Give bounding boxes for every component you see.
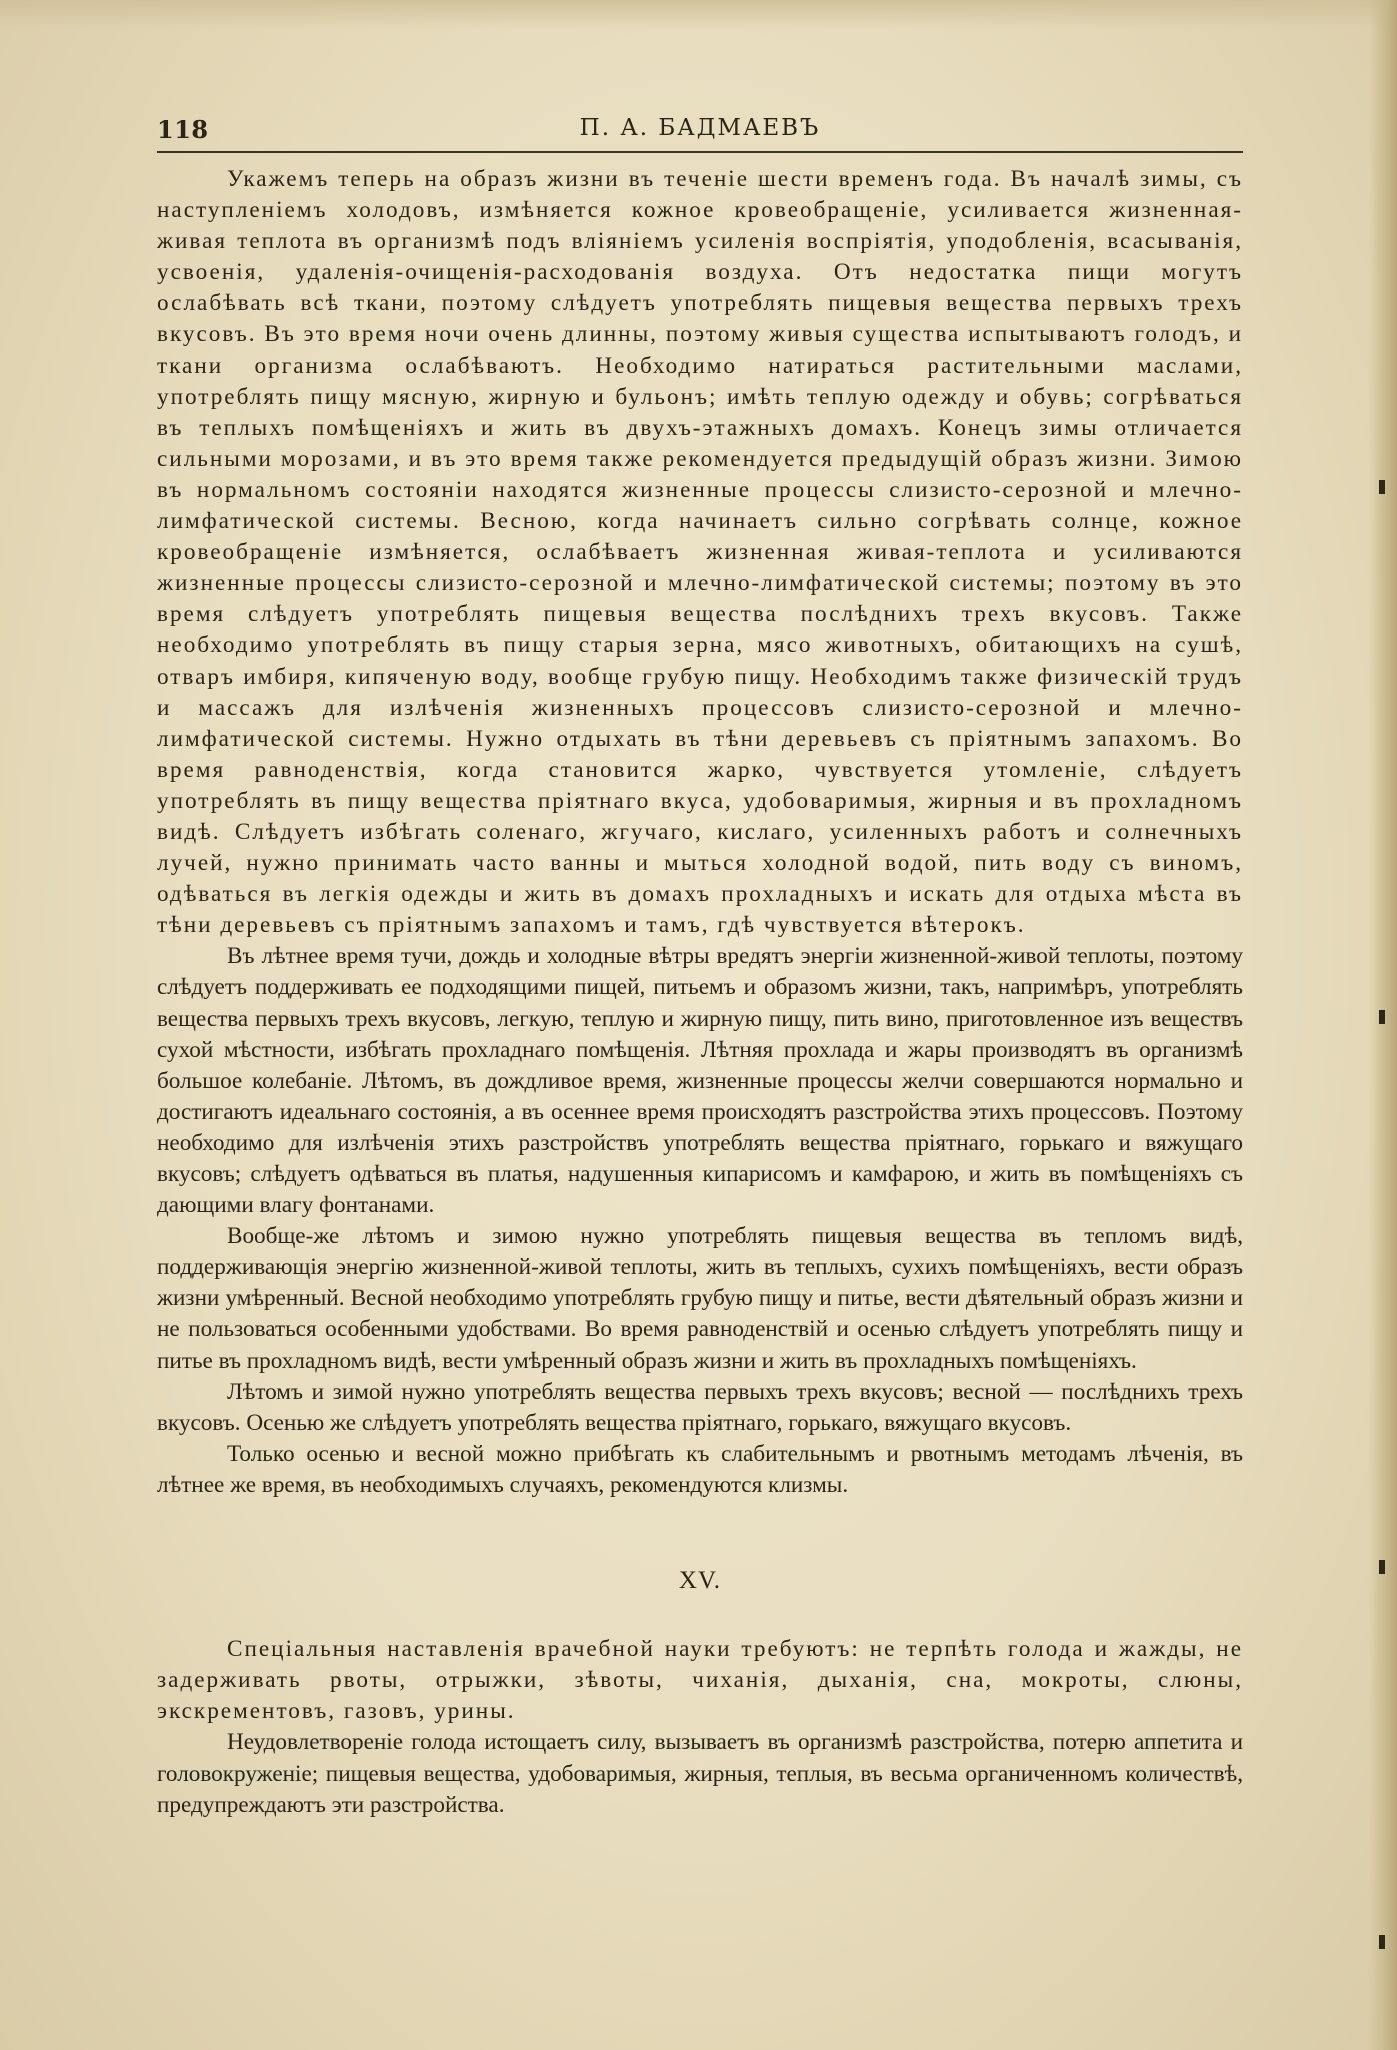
page-top-shadow: [0, 0, 1397, 30]
running-header: [157, 113, 1243, 149]
page-right-edge: [1369, 0, 1397, 2050]
paragraph: Спеціальныя наставленія врачебной науки требуютъ: не терпѣть голода и жажды, не задерживать рвоты, отрыжки, зѣвоты, чиханія, дыханія, сна, мокроты, слюны, экскрементовъ, газовъ, урины.: [157, 1636, 1243, 1725]
header-rule: [157, 151, 1243, 153]
page-number: 118: [157, 115, 209, 144]
paragraph: Неудовлетвореніе голода истощаетъ силу, вызываетъ въ организмѣ разстройства, потерю аппетита и головокруженіе; пищевыя вещества, удобоваримыя, жирныя, теплыя, въ весьма органиченномъ количествѣ, предупреждаютъ эти разстройства.: [157, 1729, 1243, 1818]
section-heading: XV.: [678, 1567, 722, 1595]
margin-mark: [1379, 1010, 1385, 1024]
paragraph: Укажемъ теперь на образъ жизни въ теченіе шести временъ года. Въ началѣ зимы, съ наступленіемъ холодовъ, измѣняется кожное кровеобращеніе, усиливается жизненная-живая теплота въ организмѣ подъ вліяніемъ усиленія воспріятія, уподобленія, всасыванія, усвоенія, удаленія-очищенія-расходованія воздуха. Отъ недостатка пищи могутъ ослабѣвать всѣ ткани, поэтому слѣдуетъ употреблять пищевыя вещества первыхъ трехъ вкусовъ. Въ это время ночи очень длинны, поэтому живыя существа испытываютъ голодъ, и ткани организма ослабѣваютъ. Необходимо натираться растительными маслами, употреблять пищу мясную, жирную и бульонъ; имѣть теплую одежду и обувь; согрѣваться въ теплыхъ помѣщеніяхъ и жить въ двухъ-этажныхъ домахъ. Конецъ зимы отличается сильными морозами, и въ это время также рекомендуется предыдущій образъ жизни. Зимою въ нормальномъ состояніи находятся жизненные процессы слизисто-серозной и млечно-лимфатической системы. Весною, когда начинаетъ сильно согрѣвать солнце, кожное кровеобращеніе измѣняется, ослабѣваетъ жизненная живая-теплота и усиливаются жизненные процессы слизисто-серозной и млечно-лимфатической системы; поэтому въ это время слѣдуетъ употреблять пищевыя вещества послѣднихъ трехъ вкусовъ. Также необходимо употреблять въ пищу старыя зерна, мясо животныхъ, обитающихъ на сушѣ, отваръ имбиря, кипяченую воду, вообще грубую пищу. Необходимъ также физическій трудъ и массажъ для излѣченія жизненныхъ процессовъ слизисто-серозной и млечно-лимфатической системы. Нужно отдыхать въ тѣни деревьевъ съ пріятнымъ запахомъ. Во время равноденствія, когда становится жарко, чувствуется утомленіе, слѣдуетъ употреблять въ пищу вещества пріятнаго вкуса, удобоваримыя, жирныя и въ прохладномъ видѣ. Слѣдуетъ избѣгать соленаго, жгучаго, кислаго, усиленныхъ работъ и солнечныхъ лучей, нужно принимать часто ванны и мыться холодной водой, пить воду съ виномъ, одѣваться въ легкія одежды и жить въ домахъ прохладныхъ и искать для отдыха мѣста въ тѣни деревьевъ съ пріятнымъ запахомъ и тамъ, гдѣ чувствуется вѣтерокъ.: [157, 166, 1243, 939]
paragraph: Лѣтомъ и зимой нужно употреблять вещества первыхъ трехъ вкусовъ; весной — послѣднихъ трехъ вкусовъ. Осенью же слѣдуетъ употреблять вещества пріятнаго, горькаго, вяжущаго вкусовъ.: [157, 1378, 1243, 1436]
margin-mark: [1379, 1560, 1385, 1574]
paragraph: Вообще-же лѣтомъ и зимою нужно употреблять пищевыя вещества въ тепломъ видѣ, поддерживающія энергію жизненной-живой теплоты, жить въ теплыхъ, сухихъ помѣщеніяхъ, вести образъ жизни умѣренный. Весной необходимо употреблять грубую пищу и питье, вести дѣятельный образъ жизни и не пользоваться особенными удобствами. Во время равноденствій и осенью слѣдуетъ употреблять пищу и питье въ прохладномъ видѣ, вести умѣренный образъ жизни и жить въ прохладныхъ помѣщеніяхъ.: [157, 1223, 1243, 1374]
body-text: [157, 164, 1243, 1821]
running-head-author: П. А. БАДМАЕВЪ: [579, 115, 821, 141]
margin-mark: [1379, 480, 1385, 494]
paragraph: Въ лѣтнее время тучи, дождь и холодные вѣтры вредятъ энергіи жизненной-живой теплоты, поэтому слѣдуетъ поддерживать ее подходящими пищей, питьемъ и образомъ жизни, такъ, напримѣръ, употреблять вещества первыхъ трехъ вкусовъ, легкую, теплую и жирную пищу, пить вино, приготовленное изъ веществъ сухой мѣстности, избѣгать прохладнаго помѣщенія. Лѣтняя прохлада и жары производятъ въ организмѣ большое колебаніе. Лѣтомъ, въ дождливое время, жизненные процессы желчи совершаются нормально и достигаютъ идеальнаго состоянія, а въ осеннее время происходятъ разстройства этихъ процессовъ. Поэтому необходимо для излѣченія этихъ разстройствъ употреблять вещества пріятнаго, горькаго и вяжущаго вкусовъ; слѣдуетъ одѣваться въ платья, надушенныя кипарисомъ и камфарою, и жить въ помѣщеніяхъ съ дающими влагу фонтанами.: [157, 943, 1243, 1219]
paragraph: Только осенью и весной можно прибѣгать къ слабительнымъ и рвотнымъ методамъ лѣченія, въ лѣтнее же время, въ необходимыхъ случаяхъ, рекомендуются клизмы.: [157, 1440, 1243, 1498]
margin-mark: [1379, 1935, 1385, 1949]
